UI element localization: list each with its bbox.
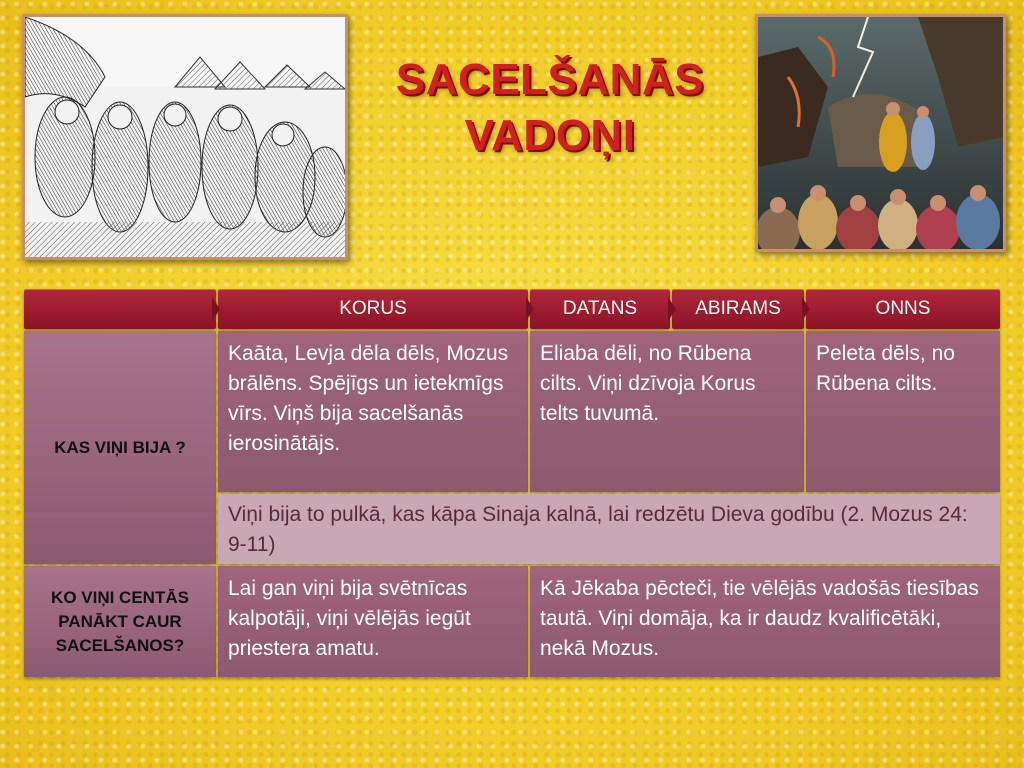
painting-image (755, 14, 1006, 252)
row-label-who: KAS VIŅI BIJA ? (24, 331, 216, 564)
engraving-illustration (25, 17, 345, 257)
cell-onns-who: Peleta dēls, no Rūbena cilts. (806, 331, 1000, 492)
header-empty (24, 289, 216, 329)
title-line-2: VADOŅI (464, 111, 636, 160)
cell-others-goal: Kā Jēkaba pēcteči, tie vēlējās vadošās tiesības tautā. Viņi domāja, ka ir daudz kvalificētāki, nekā Mozus. (530, 566, 1000, 677)
cell-korus-goal: Lai gan viņi bija svētnīcas kalpotāji, viņi vēlējās iegūt priestera amatu. (218, 566, 528, 677)
header-datans: DATANS (530, 289, 670, 329)
engraving-image (22, 14, 348, 260)
page-title (360, 52, 740, 164)
row-label-goal: KO VIŅI CENTĀS PANĀKT CAUR SACELŠANOS? (24, 566, 216, 677)
painting-illustration (758, 17, 1003, 249)
header-abirams: ABIRAMS (672, 289, 804, 329)
cell-shared-note: Viņi bija to pulkā, kas kāpa Sinaja kalnā, lai redzētu Dieva godību (2. Mozus 24: 9-11) (218, 494, 1000, 564)
cell-korus-who: Kaāta, Levja dēla dēls, Mozus brālēns. Spējīgs un ietekmīgs vīrs. Viņš bija sacelšanās ierosinātājs. (218, 331, 528, 492)
header-onns: ONNS (806, 289, 1000, 329)
header-korus: KORUS (218, 289, 528, 329)
cell-datans-abirams-who: Eliaba dēli, no Rūbena cilts. Viņi dzīvoja Korus telts tuvumā. (530, 331, 804, 492)
title-line-1: SACELŠANĀS (395, 55, 705, 104)
